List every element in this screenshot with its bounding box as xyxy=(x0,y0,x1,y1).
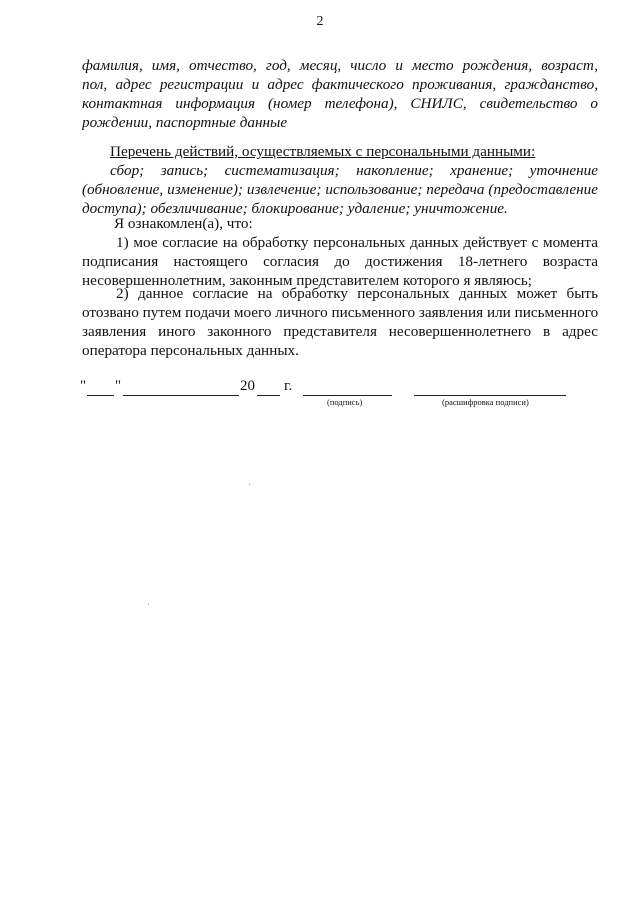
item2-line: оператора персональных данных. xyxy=(82,342,299,359)
item2-line: 2) данное согласие на обработку персональных данных может быть xyxy=(116,285,598,302)
consent-item-2 xyxy=(82,284,598,360)
scan-speck xyxy=(148,604,149,605)
year-blank-line xyxy=(257,395,280,396)
day-open-quote: " xyxy=(80,378,87,394)
personal-data-line: контактная информация (номер телефона), СНИЛС, свидетельство о xyxy=(82,95,598,112)
item1-line: 1) мое согласие на обработку персональных данных действует с момента xyxy=(116,234,598,251)
personal-data-line: рождении, паспортные данные xyxy=(82,114,288,131)
decryption-caption: (расшифровка подписи) xyxy=(442,397,529,407)
month-blank-line xyxy=(123,395,239,396)
item2-line: заявления иного законного представителя несовершеннолетнего в адрес xyxy=(82,323,598,340)
personal-data-list xyxy=(82,56,598,132)
day-blank-line xyxy=(87,395,114,396)
day-close-quote: " xyxy=(115,378,122,394)
item1-line: несовершеннолетним, законным представителем которого я являюсь; xyxy=(82,272,533,289)
actions-line: сбор; запись; систематизация; накопление; хранение; уточнение xyxy=(110,162,598,179)
year-suffix: г. xyxy=(284,378,293,394)
signature-caption: (подпись) xyxy=(327,397,363,407)
personal-data-line: фамилия, имя, отчество, год, месяц, число и место рождения, возраст, xyxy=(82,57,598,74)
actions-heading: Перечень действий, осуществляемых с персональными данными: xyxy=(110,143,536,160)
item2-line: отозвано путем подачи моего личного письменного заявления или письменного xyxy=(82,304,598,321)
signature-row xyxy=(80,378,580,418)
consent-item-1 xyxy=(82,233,598,290)
year-prefix: 20 xyxy=(240,378,255,394)
item1-line: подписания настоящего согласия до достижения 18-летнего возраста xyxy=(82,253,598,270)
actions-line: (обновление, изменение); извлечение; использование; передача (предоставление xyxy=(82,181,598,198)
decryption-blank-line xyxy=(414,395,566,396)
page-number: 2 xyxy=(316,14,324,29)
personal-data-line: пол, адрес регистрации и адрес фактического проживания, гражданство, xyxy=(82,76,598,93)
scan-speck xyxy=(249,484,250,485)
actions-line: доступа); обезличивание; блокирование; удаление; уничтожение. xyxy=(82,200,508,217)
acquainted-text: Я ознакомлен(а), что: xyxy=(114,215,253,232)
signature-blank-line xyxy=(303,395,392,396)
actions-list xyxy=(82,161,598,218)
